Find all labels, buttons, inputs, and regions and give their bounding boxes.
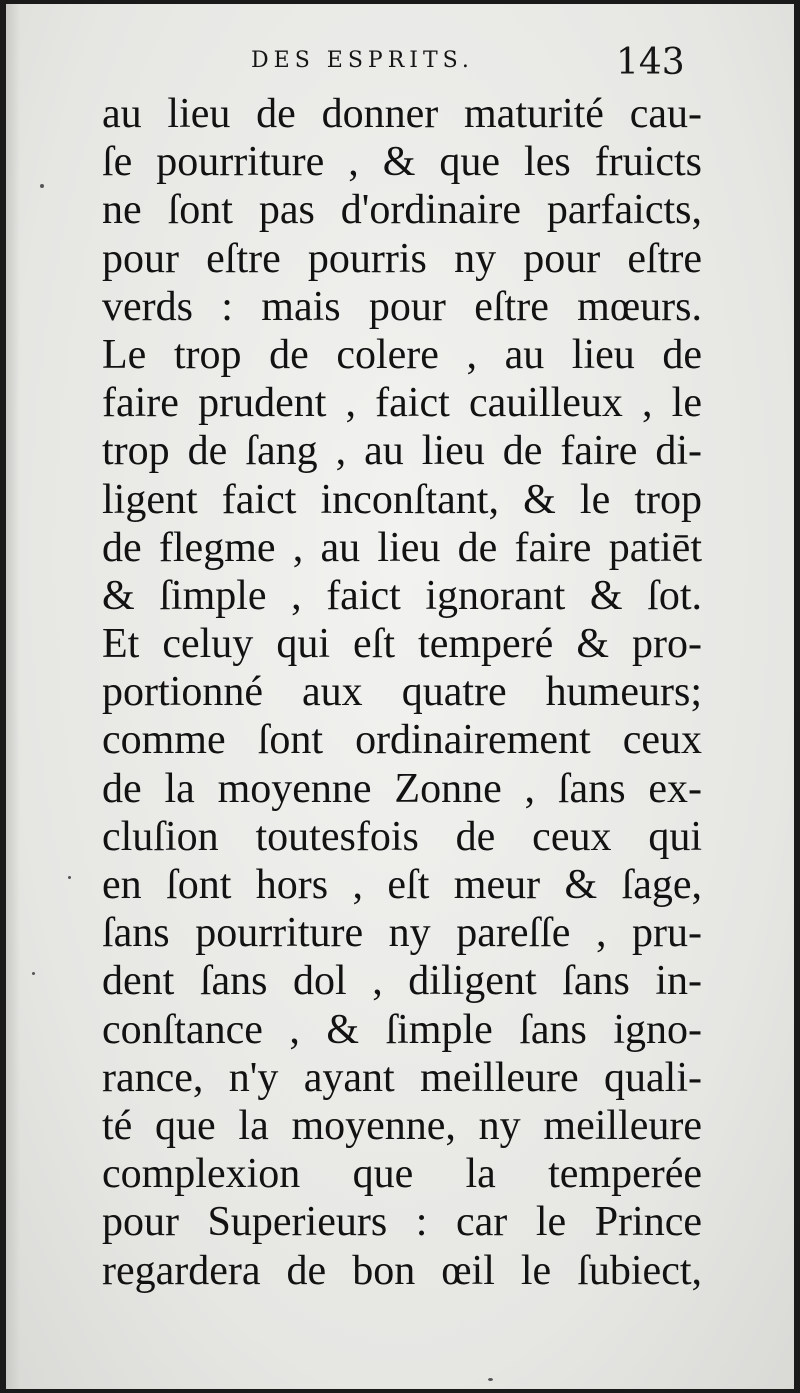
text-line: ne ſont pas d'ordinaire parfaicts,	[102, 187, 702, 234]
paper-speck	[488, 1378, 493, 1381]
text-line: pour Superieurs : car le Prince	[102, 1199, 702, 1246]
page-gutter-shadow	[6, 4, 20, 1389]
text-line: trop de ſang , au lieu de faire di-	[102, 428, 702, 475]
text-line: Le trop de colere , au lieu de	[102, 331, 702, 378]
text-line: de flegme , au lieu de faire patiēt	[102, 524, 702, 571]
text-line: complexion que la temperée	[102, 1151, 702, 1198]
paper-speck	[68, 876, 71, 879]
running-head: DES ESPRITS.	[251, 48, 474, 73]
page-number: 143	[616, 42, 685, 83]
paper-speck	[40, 184, 44, 188]
text-line: verds : mais pour eſtre mœurs.	[102, 283, 702, 330]
text-line: regardera de bon œil le ſubiect,	[102, 1247, 702, 1294]
text-line: ſe pourriture , & que les fruicts	[102, 139, 702, 186]
book-page	[6, 4, 794, 1389]
body-text	[102, 90, 702, 1295]
text-line: portionné aux quatre humeurs;	[102, 669, 702, 716]
text-line: té que la moyenne, ny meilleure	[102, 1102, 702, 1149]
text-line: conſtance , & ſimple ſans igno-	[102, 1006, 702, 1053]
text-line: rance, n'y ayant meilleure quali-	[102, 1054, 702, 1101]
text-line: faire prudent , faict cauilleux , le	[102, 380, 702, 427]
text-line: dent ſans dol , diligent ſans in-	[102, 958, 702, 1005]
text-line: pour eſtre pourris ny pour eſtre	[102, 235, 702, 282]
text-line: de la moyenne Zonne , ſans ex-	[102, 765, 702, 812]
text-line: comme ſont ordinairement ceux	[102, 717, 702, 764]
text-line: cluſion toutesfois de ceux qui	[102, 813, 702, 860]
text-line: Et celuy qui eſt temperé & pro-	[102, 621, 702, 668]
text-line: en ſont hors , eſt meur & ſage,	[102, 862, 702, 908]
text-line: ſans pourriture ny pareſſe , pru-	[102, 910, 702, 957]
text-line: au lieu de donner maturité cau-	[102, 91, 702, 137]
paper-speck	[32, 972, 35, 975]
text-line: & ſimple , faict ignorant & ſot.	[102, 572, 702, 619]
text-line: ligent faict inconſtant, & le trop	[102, 476, 702, 523]
